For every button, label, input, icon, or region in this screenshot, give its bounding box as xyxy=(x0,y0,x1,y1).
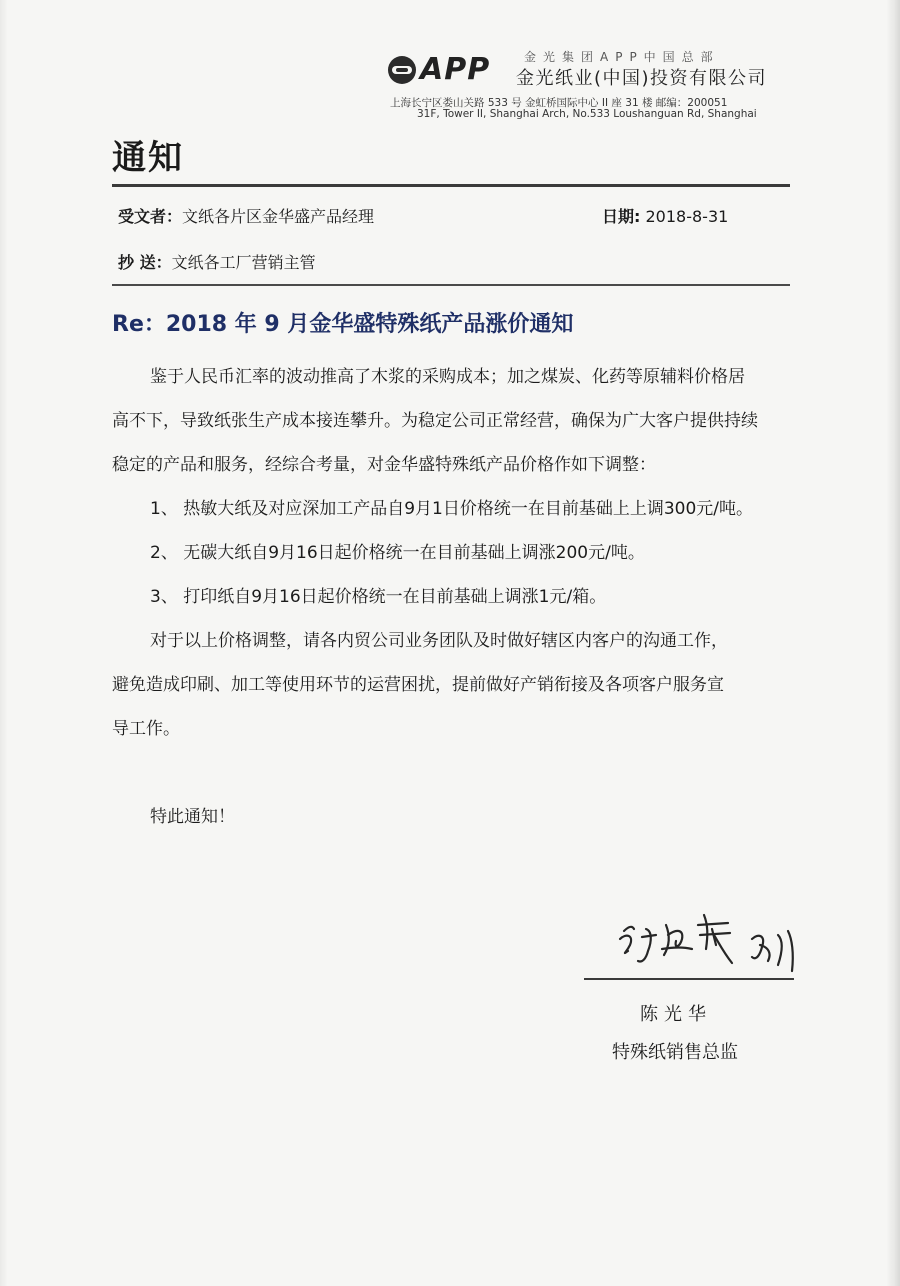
handwritten-signature xyxy=(612,905,822,977)
adjustment-item: 1、 热敏大纸及对应深加工产品自9月1日价格统一在目前基础上上调300元/吨。 xyxy=(150,499,754,519)
recipient-value: 文纸各片区金华盛产品经理 xyxy=(182,207,375,226)
meta-divider xyxy=(112,284,790,286)
date-label: 日期: xyxy=(602,207,641,226)
signature-line xyxy=(584,978,794,980)
adjustment-item: 3、 打印纸自9月16日起价格统一在目前基础上调涨1元/箱。 xyxy=(150,587,607,607)
cc-label: 抄 送： xyxy=(118,253,172,272)
intro-line: 高不下，导致纸张生产成本接连攀升。为稳定公司正常经营，确保为广大客户提供持续 xyxy=(112,411,758,431)
date-value: 2018-8-31 xyxy=(645,207,729,226)
signer-name: 陈光华 xyxy=(640,1004,712,1025)
title-divider xyxy=(112,184,790,187)
sign-off: 特此通知！ xyxy=(150,807,235,827)
recipient-label: 受文者： xyxy=(118,207,183,226)
closing-line: 避免造成印刷、加工等使用环节的运营困扰，提前做好产销衔接及各项客户服务宣 xyxy=(112,675,724,695)
group-name: 金光集团APP中国总部 xyxy=(524,50,720,64)
adjustment-item: 2、 无碳大纸自9月16日起价格统一在目前基础上调涨200元/吨。 xyxy=(150,543,645,563)
intro-line: 稳定的产品和服务，经综合考量，对金华盛特殊纸产品价格作如下调整： xyxy=(112,455,656,475)
address-english: 31F, Tower II, Shanghai Arch, No.533 Loushanguan Rd, Shanghai xyxy=(417,108,757,120)
page-edge-left xyxy=(0,0,8,1286)
company-logo xyxy=(388,54,508,86)
date-row xyxy=(602,204,728,227)
cc-row xyxy=(118,250,316,273)
subject-line: Re：2018 年 9 月金华盛特殊纸产品涨价通知 xyxy=(112,312,574,337)
company-name: 金光纸业(中国)投资有限公司 xyxy=(516,68,768,89)
letterhead xyxy=(378,48,798,124)
closing-line: 导工作。 xyxy=(112,719,180,739)
logo-text: APP xyxy=(420,52,491,87)
closing-line: 对于以上价格调整，请各内贸公司业务团队及时做好辖区内客户的沟通工作， xyxy=(150,631,728,651)
page-edge-right xyxy=(886,0,900,1286)
cc-value: 文纸各工厂营销主管 xyxy=(171,253,316,272)
signer-title: 特殊纸销售总监 xyxy=(612,1042,738,1063)
address-chinese: 上海长宁区娄山关路 533 号 金虹桥国际中心 II 座 31 楼 邮编：200051 xyxy=(390,97,728,109)
app-logo-icon xyxy=(388,56,416,84)
recipient-row xyxy=(118,204,374,227)
intro-line: 鉴于人民币汇率的波动推高了木浆的采购成本；加之煤炭、化药等原辅料价格居 xyxy=(150,367,745,387)
document-title: 通知 xyxy=(112,138,184,178)
